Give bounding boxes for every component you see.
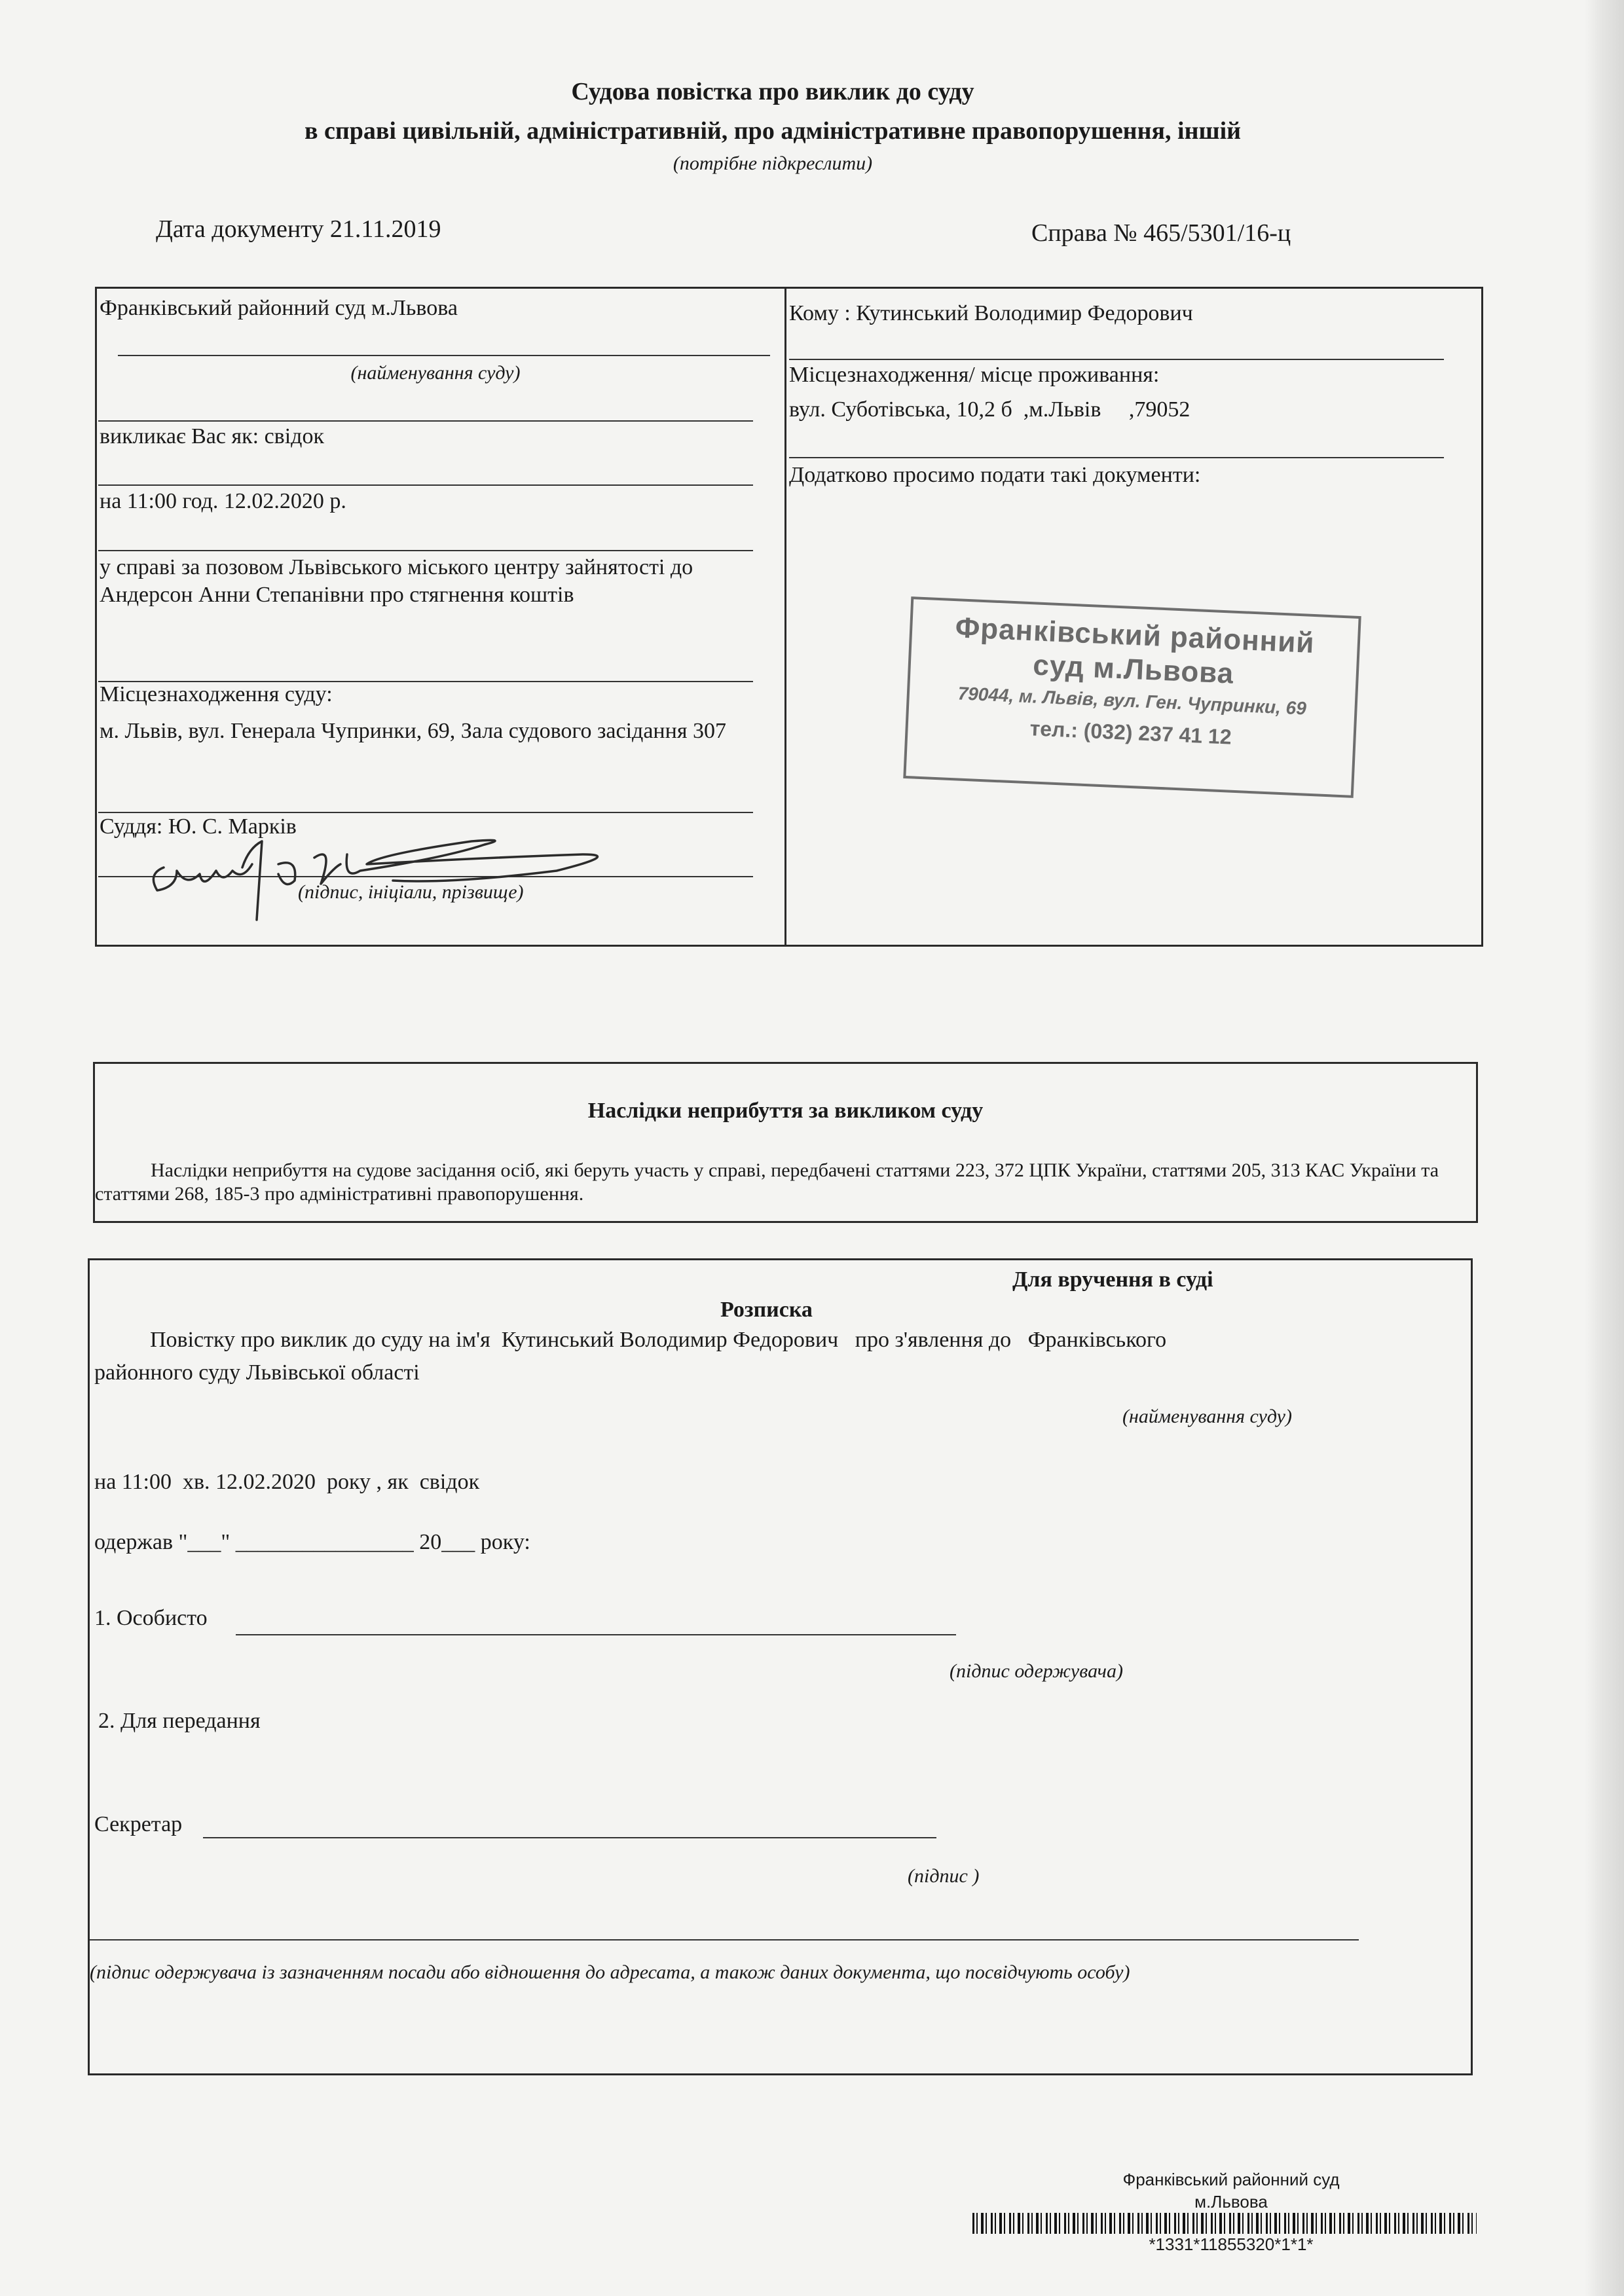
personally-signature-line	[236, 1634, 956, 1635]
page-edge-shadow	[1585, 0, 1624, 2296]
stamp-phone: тел.: (032) 237 41 12	[1029, 716, 1232, 749]
divider	[789, 457, 1444, 458]
for-transfer-label: 2. Для передання	[98, 1709, 261, 1733]
recipient-address: вул. Суботівська, 10,2 б ,м.Львів ,79052	[789, 397, 1190, 422]
court-caption: (найменування суду)	[350, 362, 521, 384]
recipient: Кому : Кутинський Володимир Федорович	[789, 301, 1193, 325]
footer-signature-line	[90, 1939, 1359, 1941]
title-line2: в справі цивільній, адміністративній, про адміністративне правопорушення, іншій	[304, 117, 1242, 145]
divider	[98, 550, 753, 551]
court-name-line	[118, 355, 770, 356]
stamp-court: Франківський районний	[954, 611, 1316, 660]
divider	[98, 420, 753, 422]
barcode-court: Франківський районний суд	[1122, 2170, 1340, 2189]
secretary-signature-caption: (підпис )	[908, 1865, 980, 1887]
address-label: Місцезнаходження/ місце проживання:	[789, 363, 1160, 387]
secretary-label: Секретар	[94, 1812, 183, 1836]
stamp-city: суд м.Львова	[1032, 649, 1235, 690]
receipt-line1: Повістку про виклик до суду на ім'я Кутинський Володимир Федорович про з'явлення до Франківського	[150, 1328, 1167, 1352]
receipt-time: на 11:00 хв. 12.02.2020 року , як свідок	[94, 1470, 480, 1494]
received-date: одержав "___" ________________ 20___ року:	[94, 1530, 530, 1554]
personally-label: 1. Особисто	[94, 1606, 208, 1630]
for-court-delivery: Для вручення в суді	[1012, 1267, 1213, 1292]
receipt-court-caption: (найменування суду)	[1122, 1406, 1292, 1427]
barcode-city: м.Львова	[1194, 2192, 1268, 2212]
column-divider	[784, 288, 786, 945]
additional-documents: Додатково просимо подати такі документи:	[789, 463, 1201, 487]
summons-role: викликає Вас як: свідок	[100, 424, 324, 448]
footer-caption: (підпис одержувача із зазначенням посади або відношення до адресата, а також даних документа, що посвідчують особу)	[90, 1961, 1130, 1983]
divider	[789, 359, 1444, 360]
secretary-signature-line	[203, 1837, 936, 1838]
case-number: Справа № 465/5301/16-ц	[1031, 219, 1291, 247]
case-description: у справі за позовом Львівського міського центру зайнятості до Андерсон Анни Степанівни про стягнення коштів	[100, 555, 693, 607]
court-location-label: Місцезнаходження суду:	[100, 682, 333, 706]
barcode-code: *1331*11855320*1*1*	[1149, 2234, 1314, 2254]
judge-signature	[138, 828, 674, 926]
barcode	[972, 2213, 1477, 2234]
receipt-title: Розписка	[720, 1298, 813, 1322]
receipt-line2: районного суду Львівської області	[94, 1360, 420, 1385]
hearing-time: на 11:00 год. 12.02.2020 р.	[100, 489, 346, 513]
recipient-signature-caption: (підпис одержувача)	[950, 1660, 1123, 1682]
court-location: м. Львів, вул. Генерала Чупринки, 69, Зала судового засідання 307	[100, 719, 726, 743]
document-date: Дата документу 21.11.2019	[156, 215, 441, 243]
court-name: Франківський районний суд м.Львова	[100, 296, 458, 320]
stamp-address: 79044, м. Львів, вул. Ген. Чупринки, 69	[957, 683, 1307, 719]
judge-name: Суддя: Ю. С. Марків	[100, 814, 297, 839]
court-stamp	[903, 596, 1361, 798]
signature-caption: (підпис, ініціали, прізвище)	[298, 881, 524, 903]
title-line1: Судова повістка про виклик до суду	[571, 78, 974, 105]
consequences-title: Наслідки неприбуття за викликом суду	[587, 1099, 984, 1123]
consequences-text: Наслідки неприбуття на судове засідання осіб, які беруть участь у справі, передбачені статтями 223, 372 ЦПК України, статтями 205, 313 КАС України та статтями 268, 185-3 про адміністративні правопорушення.	[95, 1159, 1439, 1205]
divider	[98, 484, 753, 486]
title-note: (потрібне підкреслити)	[673, 153, 873, 174]
